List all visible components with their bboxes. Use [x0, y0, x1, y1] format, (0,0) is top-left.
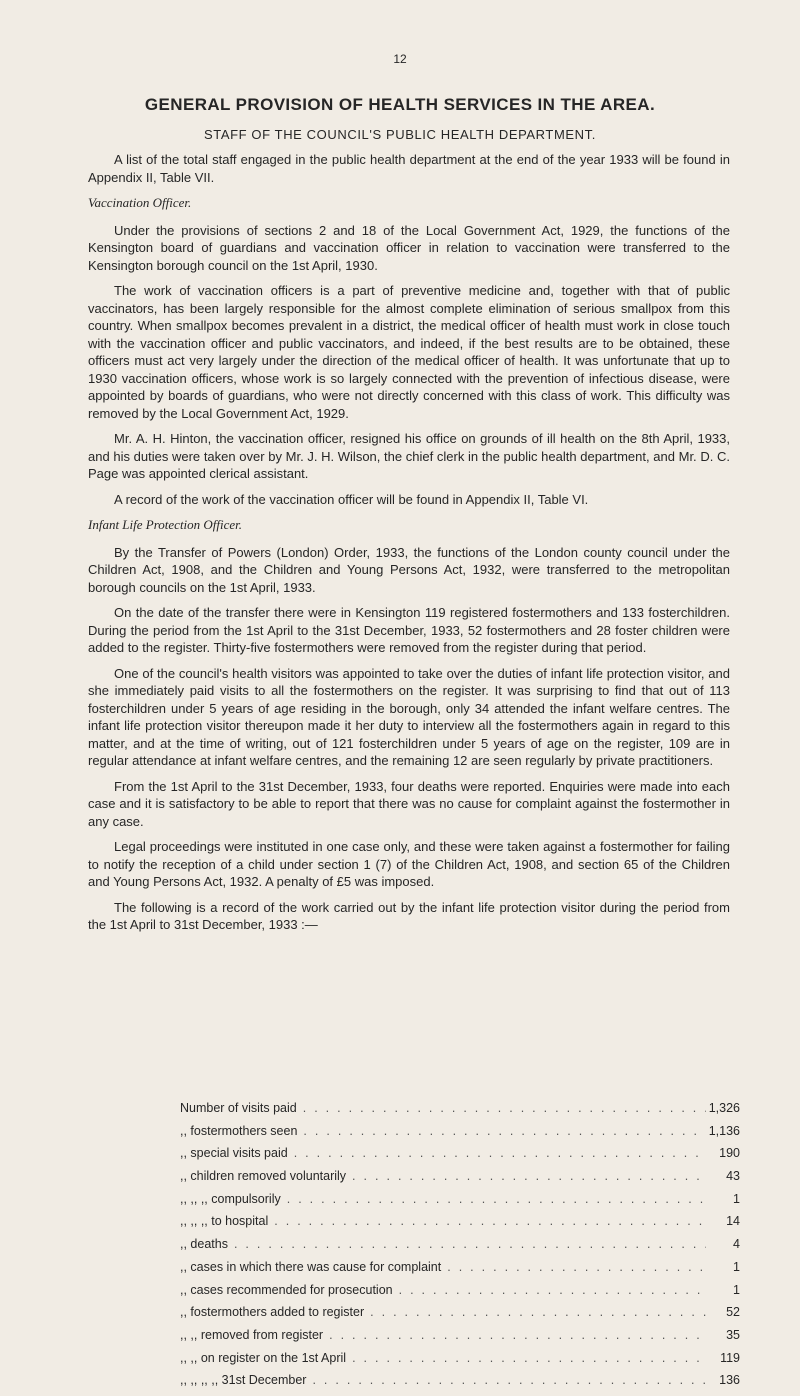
record-row: [180, 1237, 740, 1260]
record-value: 14: [726, 1214, 740, 1229]
record-row: [180, 1192, 740, 1215]
vaccination-heading: Vaccination Officer.: [88, 195, 192, 210]
record-row: [180, 1351, 740, 1374]
record-label: ,, ,, on register on the 1st April: [180, 1350, 347, 1365]
record-value: 119: [720, 1350, 740, 1365]
record-label: ,, cases in which there was cause for complaint: [180, 1259, 442, 1274]
record-label: ,, fostermothers seen: [180, 1123, 298, 1138]
infant-paragraph-1: By the Transfer of Powers (London) Order, 1933, the functions of the London county council under the Children Act, 1908, and the Children and Young Persons Act, 1932, were transferred to the metropolitan borough councils on the 1st April, 1933.: [88, 544, 730, 595]
record-row: [180, 1214, 740, 1237]
record-value: 190: [719, 1146, 740, 1161]
record-value: 1,326: [708, 1101, 740, 1115]
record-value: 1,136: [708, 1123, 740, 1138]
vaccination-paragraph-4: A record of the work of the vaccination officer will be found in Appendix II, Table VI.: [114, 491, 589, 507]
infant-paragraph-2: On the date of the transfer there were in Kensington 119 registered fostermothers and 133 fosterchildren. During the period from the 1st April to the 31st December, 1933, 52 fostermothers and 28 foster children were added to the register. Thirty-five fostermothers were removed from the register during that period.: [88, 605, 730, 655]
record-value: 43: [726, 1169, 740, 1184]
record-label: ,, ,, ,, ,, 31st December: [180, 1373, 307, 1388]
page-subtitle: STAFF OF THE COUNCIL'S PUBLIC HEALTH DEPARTMENT.: [204, 127, 596, 142]
infant-paragraph-3: One of the council's health visitors was appointed to take over the duties of infant life protection visitor, and she immediately paid visits to all the fostermothers on the register. It was surprising to find that out of 113 fosterchildren under 5 years of age residing in the borough, only 34 attended the infant welfare centres. The infant life protection visitor thereupon made it her duty to interview all the fostermothers again in regard to this matter, and at the time of writing, out of 121 fosterchildren under 5 years of age on the register, 109 are in regular attendance at infant welfare centres, and the remaining 12 are seen regularly by private practitioners.: [88, 665, 730, 768]
record-value: 1: [733, 1191, 740, 1206]
record-label: ,, cases recommended for prosecution: [180, 1282, 393, 1297]
record-value: 1: [733, 1282, 740, 1297]
body-text: [88, 151, 730, 942]
vaccination-paragraph-2: The work of vaccination officers is a part of preventive medicine and, together with that of public vaccinators, has been largely responsible for the almost complete elimination of serious smallpox from this country. When smallpox becomes prevalent in a district, the medical officer of health must work in close touch with the vaccination officer and public vaccinators, and indeed, if the best results are to be obtained, these officers must act very largely under the direction of the medical officer of health. It was unfortunate that up to 1930 vaccination officers, whose work is so largely connected with the prevention of infectious disease, were appointed by boards of guardians, who were not directly concerned with this class of work. This difficulty was removed by the Local Government Act, 1929.: [88, 283, 730, 421]
intro-paragraph: A list of the total staff engaged in the public health department at the end of the year 1933 will be found in Appendix II, Table VII.: [88, 152, 730, 185]
record-label: ,, ,, removed from register: [180, 1327, 324, 1342]
record-row: [180, 1328, 740, 1351]
record-value: 35: [726, 1327, 740, 1342]
record-label: ,, special visits paid: [180, 1146, 288, 1161]
infant-paragraph-4: From the 1st April to the 31st December, 1933, four deaths were reported. Enquiries were made into each case and it is satisfactory to be able to report that there was no cause for complaint against the fostermother in any case.: [88, 778, 730, 829]
record-value: 136: [719, 1373, 740, 1388]
record-label: ,, fostermothers added to register: [180, 1305, 365, 1320]
record-row: [180, 1101, 740, 1124]
record-value: 1: [733, 1259, 740, 1274]
vaccination-paragraph-1: Under the provisions of sections 2 and 18 of the Local Government Act, 1929, the functions of the Kensington board of guardians and vaccination officer in relation to vaccination were transferred to the Kensington borough council on the 1st April, 1930.: [88, 222, 730, 273]
record-row: [180, 1260, 740, 1283]
vaccination-paragraph-3: Mr. A. H. Hinton, the vaccination officer, resigned his office on grounds of ill health on the 8th April, 1933, and his duties were taken over by Mr. J. H. Wilson, the chief clerk in the public health department, and Mr. D. C. Page was appointed clerical assistant.: [88, 431, 730, 481]
infant-paragraph-6: The following is a record of the work carried out by the infant life protection visitor during the period from the 1st April to 31st December, 1933 :—: [88, 899, 730, 932]
record-label: ,, children removed voluntarily: [180, 1169, 347, 1184]
record-value: 4: [733, 1237, 740, 1252]
record-row: [180, 1146, 740, 1169]
record-value: 52: [726, 1305, 740, 1320]
record-row: [180, 1124, 740, 1147]
record-label: ,, ,, ,, compulsorily: [180, 1191, 281, 1206]
infant-paragraph-5: Legal proceedings were instituted in one case only, and these were taken against a fostermother for failing to notify the reception of a child under section 1 (7) of the Children Act, 1908, and section 65 of the Children and Young Persons Act, 1932. A penalty of £5 was imposed.: [88, 839, 730, 889]
record-label: ,, ,, ,, to hospital: [180, 1214, 269, 1229]
record-label: ,, deaths: [180, 1237, 228, 1252]
infant-life-heading: Infant Life Protection Officer.: [88, 517, 243, 532]
visitor-work-record: [180, 1101, 740, 1396]
record-row: [180, 1283, 740, 1306]
page-title: GENERAL PROVISION OF HEALTH SERVICES IN THE AREA.: [144, 95, 656, 114]
record-row: [180, 1169, 740, 1192]
record-label: Number of visits paid: [180, 1101, 297, 1115]
record-row: [180, 1305, 740, 1328]
page-number: 12: [393, 52, 407, 66]
record-row: [180, 1373, 740, 1396]
